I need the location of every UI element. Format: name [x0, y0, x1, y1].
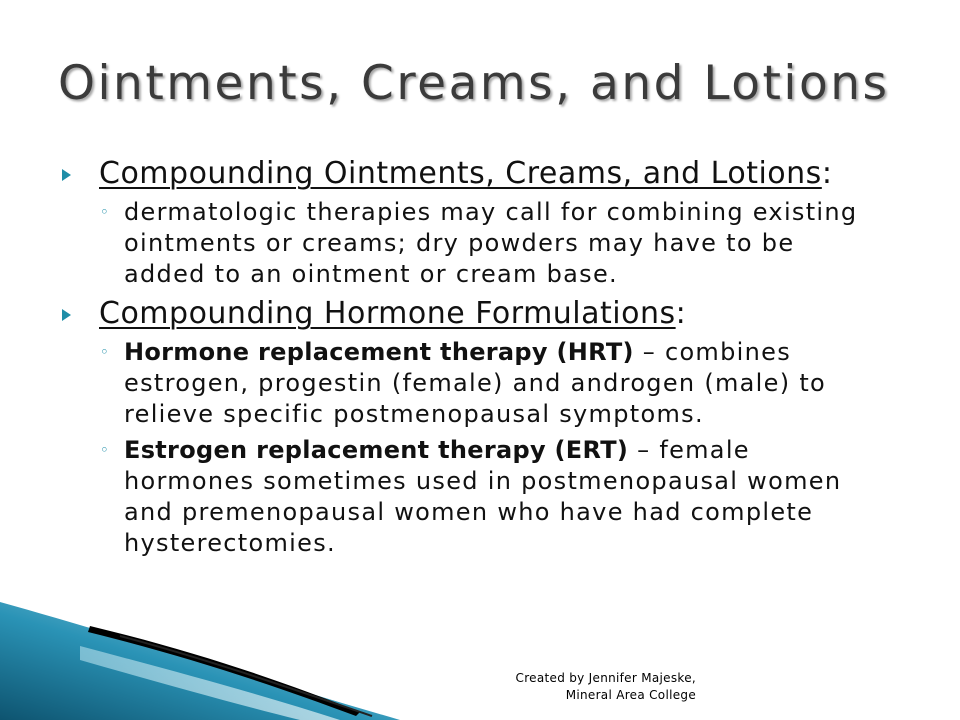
list-item-term: Hormone replacement therapy (HRT) [124, 338, 634, 366]
heading-colon: : [675, 296, 687, 331]
hollow-circle-icon: ◦ [100, 441, 111, 459]
section-ointments [62, 156, 862, 192]
hollow-circle-icon: ◦ [100, 203, 111, 221]
list-item-term: Estrogen replacement therapy (ERT) [124, 436, 629, 464]
hollow-circle-icon: ◦ [100, 343, 111, 361]
triangle-right-icon [62, 309, 71, 321]
list-item [62, 337, 862, 430]
subitem-list [62, 197, 862, 290]
credit-author: Created by Jennifer Majeske, [515, 671, 696, 685]
slide-title: Ointments, Creams, and Lotions [58, 56, 890, 111]
section-hormones [62, 296, 862, 332]
triangle-right-icon [62, 169, 71, 181]
section-heading: Compounding Hormone Formulations [99, 296, 676, 331]
credit-footer [500, 670, 696, 704]
list-item-text: – combines estrogen, progestin (female) and androgen (male) to relieve specific postmenopausal symptoms. [124, 338, 827, 428]
slide-body [62, 156, 862, 565]
list-item-text: – female hormones sometimes used in postmenopausal women and premenopausal women who have had complete hysterectomies. [124, 436, 842, 557]
section-heading: Compounding Ointments, Creams, and Lotions [99, 156, 822, 191]
list-item-text: dermatologic therapies may call for combining existing ointments or creams; dry powders may have to be added to an ointment or cream base. [124, 198, 858, 288]
list-item [62, 197, 862, 290]
heading-colon: : [821, 156, 833, 191]
subitem-list [62, 337, 862, 559]
credit-institution: Mineral Area College [565, 688, 696, 702]
list-item [62, 435, 862, 559]
